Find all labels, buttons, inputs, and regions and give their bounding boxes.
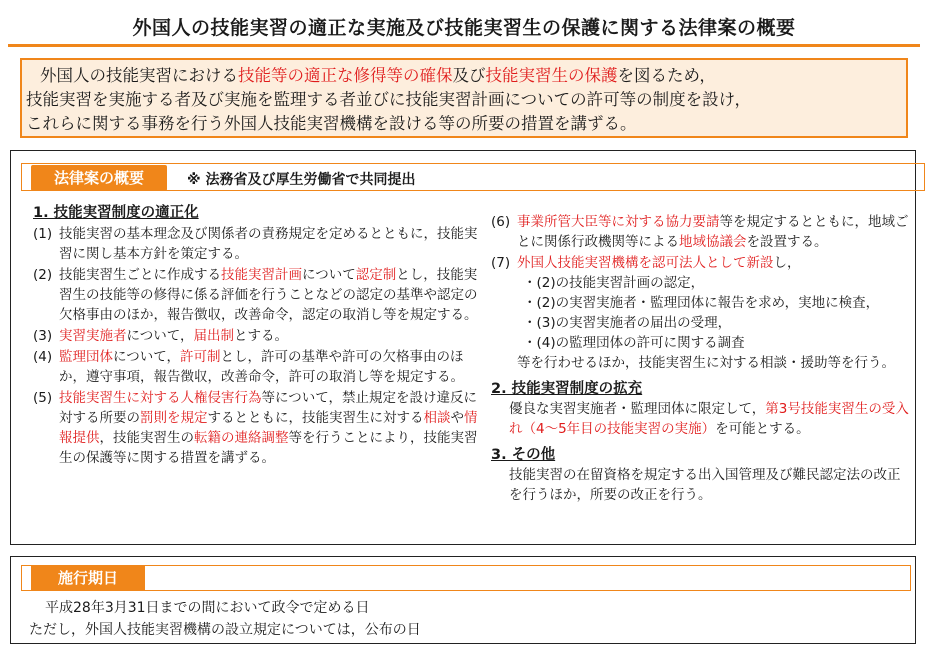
- sub-item: ・(4)の監理団体の許可に関する調査: [523, 335, 745, 351]
- sub-item: ・(3)の実習実施者の届出の受理，: [523, 315, 732, 331]
- sub-item: ・(2)の技能実習計画の認定，: [523, 275, 705, 291]
- list-item: [33, 326, 483, 346]
- section-3-text: 技能実習の在留資格を規定する出入国管理及び難民認定法の改正を行うほか，所要の改正を行う。: [509, 467, 901, 503]
- item-text: 監理団体について，許可制とし，許可の基準や許可の欠格事由のほか，遵守事項，報告徴収，改善命令，許可の取消し等を規定する。: [59, 349, 464, 385]
- section-3-title: 3. その他: [491, 447, 556, 463]
- effective-date-badge: 施行期日: [31, 566, 145, 591]
- summary-text: 外国人の技能実習における: [40, 66, 238, 85]
- item-text: 実習実施者について，届出制とする。: [59, 328, 288, 344]
- item-text: 技能実習生に対する人権侵害行為等について，禁止規定を設け違反に対する所要の罰則を規定するとともに，技能実習生に対する相談や情報提供，技能実習生の転籍の連絡調整等を行うことにより，技能実習生の保護等に関する措置を講ずる。: [59, 390, 478, 466]
- effective-date-line-2: ただし，外国人技能実習機構の設立規定については，公布の日: [29, 622, 421, 638]
- list-item: [33, 265, 483, 325]
- effective-date-header: [21, 565, 911, 591]
- section-2-title: 2. 技能実習制度の拡充: [491, 381, 643, 397]
- effective-date-box: [10, 556, 916, 644]
- summary-highlight: 技能実習生の保護: [485, 66, 618, 85]
- item-text: 技能実習生ごとに作成する技能実習計画について認定制とし，技能実習生の技能等の修得に係る評価を行うことなどの認定の基準や認定の欠格事由のほか，報告徴収，改善命令，認定の取消し等を規定する。: [59, 267, 478, 323]
- list-item: [491, 212, 911, 252]
- section-2-text: 優良な実習実施者・監理団体に限定して，第3号技能実習生の受入れ（4～5年目の技能実習の実施）を可能とする。: [509, 401, 909, 437]
- item-number: (2): [33, 267, 53, 283]
- effective-date-line-1: 平成28年3月31日までの間において政令で定める日: [45, 600, 370, 616]
- law-overview-badge: 法律案の概要: [31, 165, 167, 191]
- summary-line-3: これらに関する事務を行う外国人技能実習機構を設ける等の所要の措置を講ずる。: [26, 114, 637, 133]
- left-column: [33, 203, 483, 468]
- page-title: 外国人の技能実習の適正な実施及び技能実習生の保護に関する法律案の概要: [132, 17, 796, 39]
- joint-submission-note: ※ 法務省及び厚生労働省で共同提出: [187, 172, 416, 188]
- item-number: (5): [33, 390, 53, 406]
- summary-line-1: [40, 64, 906, 88]
- list-item: [33, 347, 483, 387]
- item-number: (1): [33, 226, 53, 242]
- sub-item-tail: 等を行わせるほか，技能実習生に対する相談・援助等を行う。: [517, 355, 895, 371]
- list-item: [491, 253, 911, 273]
- item-text: 事業所管大臣等に対する協力要請等を規定するとともに，地域ごとに関係行政機関等による地域協議会を設置する。: [517, 214, 909, 250]
- title-underline: [8, 44, 920, 47]
- sub-item: ・(2)の実習実施者・監理団体に報告を求め，実地に検査，: [523, 295, 880, 311]
- item-text: 技能実習の基本理念及び関係者の責務規定を定めるとともに，技能実習に関し基本方針を策定する。: [59, 226, 478, 262]
- list-item: [33, 224, 483, 264]
- summary-text: を図るため，: [617, 66, 716, 85]
- summary-highlight: 技能等の適正な修得等の確保: [238, 66, 453, 85]
- item-number: (3): [33, 328, 53, 344]
- summary-line-2: 技能実習を実施する者及び実施を監理する者並びに技能実習計画についての許可等の制度を設け，: [26, 90, 752, 109]
- law-overview-box: [10, 150, 916, 545]
- section-1-title: 1. 技能実習制度の適正化: [33, 205, 199, 221]
- summary-box: [20, 58, 908, 138]
- summary-text: 及び: [452, 66, 486, 85]
- item-number: (4): [33, 349, 53, 365]
- right-column: [491, 211, 911, 505]
- item-text: 外国人技能実習機構を認可法人として新設し，: [517, 255, 801, 271]
- list-item: [33, 388, 483, 468]
- item-number: (6): [491, 214, 511, 230]
- item-number: (7): [491, 255, 511, 271]
